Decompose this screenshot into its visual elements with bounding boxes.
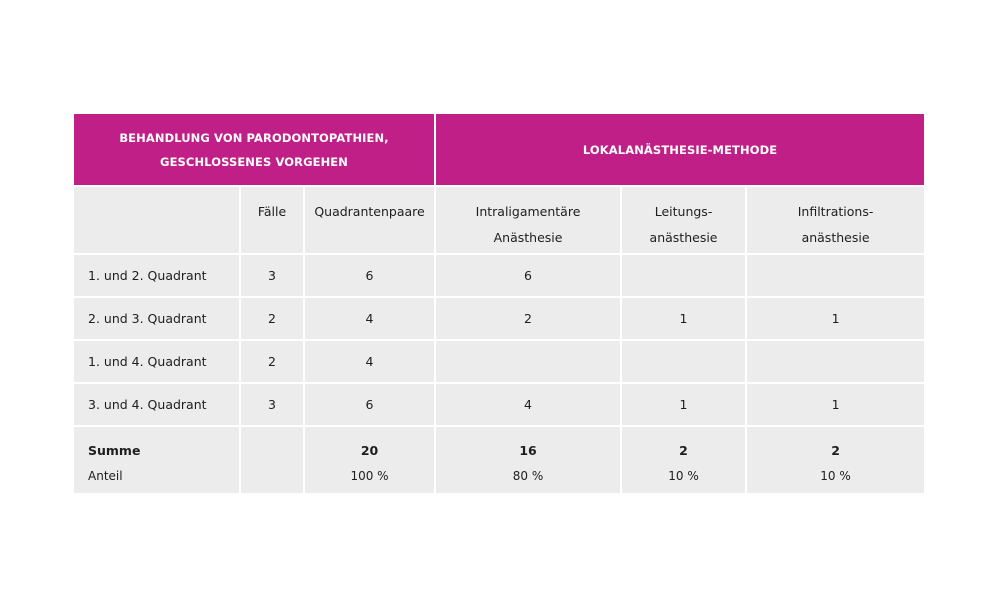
table-row <box>74 296 924 339</box>
leitung-header-line2: anästhesie <box>649 230 718 245</box>
table-row <box>74 382 924 425</box>
cell-faelle: 3 <box>241 382 305 425</box>
leitung-sum: 2 <box>679 443 688 458</box>
cell-intra: 4 <box>436 382 622 425</box>
header-treatment <box>74 114 436 185</box>
header-treatment-line1: BEHANDLUNG VON PARODONTOPATHIEN, <box>119 130 389 145</box>
anteil-label: Anteil <box>88 469 123 483</box>
cell-leitung <box>622 339 747 382</box>
cell-paare: 4 <box>305 339 436 382</box>
intra-sum: 16 <box>519 443 537 458</box>
cell-paare: 6 <box>305 382 436 425</box>
column-header-empty <box>74 185 241 253</box>
cell-intra: 2 <box>436 296 622 339</box>
table-header-row <box>74 114 924 185</box>
cell-faelle: 2 <box>241 296 305 339</box>
summary-row <box>74 425 924 493</box>
cell-leitung: 1 <box>622 382 747 425</box>
cell-infiltration: 1 <box>747 382 924 425</box>
column-header-infiltration <box>747 185 924 253</box>
summary-infiltration-cell <box>747 425 924 493</box>
column-header-intraligamentaer <box>436 185 622 253</box>
cell-paare: 4 <box>305 296 436 339</box>
cell-faelle: 3 <box>241 253 305 296</box>
cell-faelle: 2 <box>241 339 305 382</box>
paare-share: 100 % <box>350 469 389 483</box>
cell-leitung: 1 <box>622 296 747 339</box>
header-treatment-line2: GESCHLOSSENES VORGEHEN <box>160 154 348 169</box>
summary-paare-cell <box>305 425 436 493</box>
summary-leitung-cell <box>622 425 747 493</box>
paare-sum: 20 <box>360 443 379 458</box>
cell-paare: 6 <box>305 253 436 296</box>
column-header-row <box>74 185 924 253</box>
cell-infiltration <box>747 339 924 382</box>
infiltration-header-line1: Infiltrations- <box>797 204 874 219</box>
summary-label-cell <box>74 425 241 493</box>
summe-label: Summe <box>88 443 141 458</box>
intra-header-line2: Anästhesie <box>493 230 563 245</box>
intra-share: 80 % <box>512 469 544 483</box>
summary-faelle-cell <box>241 425 305 493</box>
leitung-header-line1: Leitungs- <box>654 204 713 219</box>
row-label: 1. und 4. Quadrant <box>74 339 241 382</box>
cell-intra <box>436 339 622 382</box>
cell-leitung <box>622 253 747 296</box>
cell-intra: 6 <box>436 253 622 296</box>
intra-header-line1: Intraligamentäre <box>475 204 581 219</box>
table-row <box>74 253 924 296</box>
header-method: LOKALANÄSTHESIE-METHODE <box>436 114 924 185</box>
row-label: 3. und 4. Quadrant <box>74 382 241 425</box>
anesthesia-table <box>74 114 924 493</box>
table-row <box>74 339 924 382</box>
column-header-faelle: Fälle <box>241 185 305 253</box>
infiltration-header-line2: anästhesie <box>801 230 870 245</box>
row-label: 2. und 3. Quadrant <box>74 296 241 339</box>
cell-infiltration: 1 <box>747 296 924 339</box>
cell-infiltration <box>747 253 924 296</box>
leitung-share: 10 % <box>668 469 699 483</box>
summary-intra-cell <box>436 425 622 493</box>
infiltration-sum: 2 <box>831 443 840 458</box>
column-header-leitung <box>622 185 747 253</box>
column-header-quadrantenpaare: Quadrantenpaare <box>305 185 436 253</box>
row-label: 1. und 2. Quadrant <box>74 253 241 296</box>
infiltration-share: 10 % <box>820 469 851 483</box>
